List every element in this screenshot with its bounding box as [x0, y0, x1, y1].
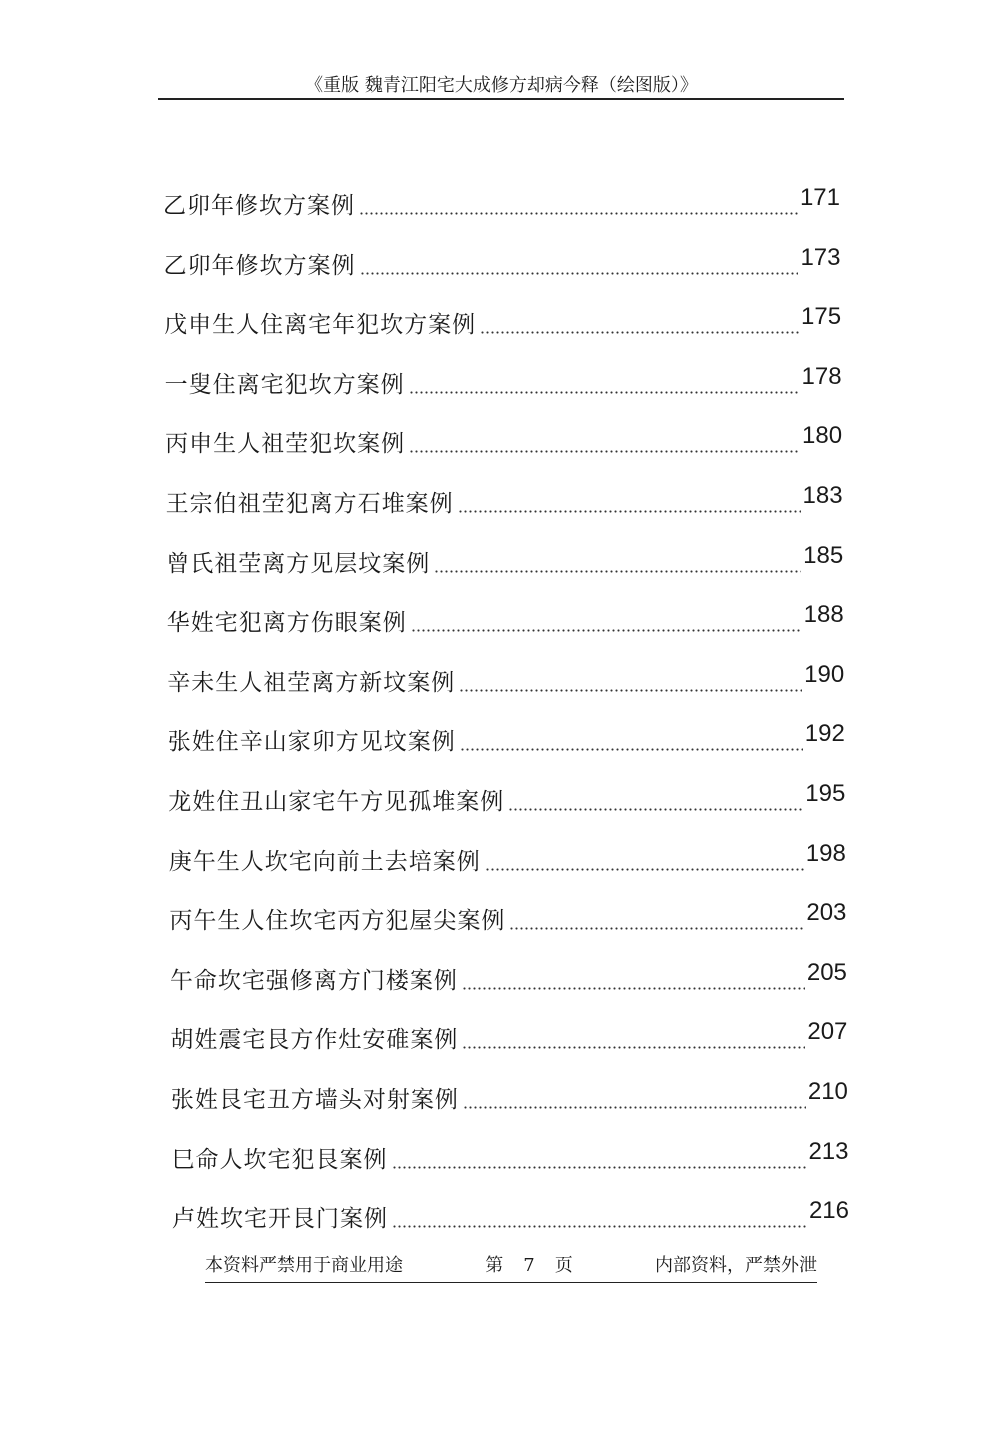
- toc-entry-page-number: 175: [801, 303, 842, 331]
- toc-entry-page-number: 188: [803, 601, 844, 629]
- toc-dot-leader: [411, 607, 802, 639]
- footer-notice-right: 内部资料，严禁外泄: [654, 1255, 817, 1276]
- toc-dot-leader: [485, 846, 804, 878]
- toc-entry-title: 一叟住离宅犯坎方案例: [164, 371, 405, 398]
- toc-entry-title: 庚午生人坎宅向前土去培案例: [168, 848, 481, 875]
- toc-entry-page-number: 183: [802, 482, 843, 509]
- toc-entry: [168, 778, 845, 818]
- toc-entry-page-number: 171: [799, 184, 840, 211]
- toc-entry-title: 乙卯年修坎方案例: [163, 252, 356, 279]
- toc-entry: [167, 599, 844, 639]
- toc-dot-leader: [462, 965, 805, 997]
- toc-dot-leader: [360, 250, 799, 282]
- running-header: 《重版 魏青江阳宅大成修方却病今释（绘图版）》: [305, 75, 698, 96]
- toc-dot-leader: [460, 726, 803, 758]
- toc-entry-page-number: 207: [807, 1018, 848, 1046]
- toc-entry-title: 曾氏祖茔离方见层坟案例: [166, 550, 431, 577]
- toc-entry-title: 乙卯年修坎方案例: [163, 193, 355, 219]
- toc-entry: [169, 838, 846, 878]
- toc-dot-leader: [462, 1024, 805, 1056]
- toc-entry-title: 张姓住辛山家卯方见坟案例: [167, 729, 456, 756]
- toc-entry: [172, 1195, 849, 1235]
- toc-entry-page-number: 210: [807, 1078, 848, 1105]
- footer-page-number: 7: [523, 1255, 535, 1276]
- toc-entry-page-number: 185: [803, 541, 844, 569]
- toc-entry-title: 巳命人坎宅犯艮案例: [171, 1146, 388, 1173]
- toc-entry: [172, 1136, 849, 1176]
- toc-entry-title: 戊申生人住离宅年犯坎方案例: [164, 312, 477, 339]
- toc-entry-page-number: 190: [804, 660, 845, 688]
- toc-dot-leader: [409, 369, 800, 401]
- toc-dot-leader: [434, 548, 801, 580]
- toc-entry-page-number: 180: [802, 422, 843, 450]
- toc-entry-page-number: 205: [806, 958, 847, 986]
- toc-entry-page-number: 192: [804, 720, 845, 748]
- toc-entry-title: 胡姓震宅艮方作灶安碓案例: [170, 1027, 459, 1054]
- toc-entry-page-number: 203: [806, 899, 847, 927]
- footer-page-suffix: 页: [554, 1255, 573, 1276]
- toc-entry-page-number: 178: [801, 362, 842, 390]
- toc-entry-title: 华姓宅犯离方伤眼案例: [166, 610, 407, 637]
- toc-dot-leader: [463, 1084, 806, 1116]
- toc-dot-leader: [392, 1144, 807, 1176]
- footer-page-prefix: 第: [485, 1255, 504, 1276]
- toc-dot-leader: [508, 786, 803, 818]
- toc-entry-title: 午命坎宅强修离方门楼案例: [169, 967, 458, 994]
- toc-entry: [165, 420, 842, 460]
- toc-entry-page-number: 198: [805, 839, 846, 867]
- footer-page-indicator: [485, 1252, 572, 1282]
- toc-dot-leader: [480, 309, 799, 341]
- toc-entry-title: 辛未生人祖茔离方新坟案例: [167, 669, 456, 696]
- toc-dot-leader: [458, 488, 801, 520]
- toc-entry: [171, 1076, 848, 1116]
- toc-dot-leader: [409, 428, 800, 460]
- toc-entry-title: 丙申生人祖茔犯坎案例: [165, 431, 406, 458]
- toc-entry: [165, 361, 842, 401]
- toc-entry: [167, 659, 844, 699]
- toc-entry-title: 龙姓住丑山家宅午方见孤堆案例: [168, 789, 505, 815]
- page-footer: [205, 1252, 817, 1283]
- toc-entry-title: 王宗伯祖茔犯离方石堆案例: [165, 491, 454, 517]
- toc-entry-title: 张姓艮宅丑方墙头对射案例: [170, 1087, 459, 1113]
- toc-entry-page-number: 213: [808, 1137, 849, 1165]
- toc-entry: [164, 301, 841, 341]
- toc-dot-leader: [459, 667, 802, 699]
- toc-entry: [169, 897, 846, 937]
- toc-entry: [166, 480, 843, 520]
- toc-entry-title: 丙午生人住坎宅丙方犯屋尖案例: [169, 908, 506, 935]
- toc-entry-title: 卢姓坎宅开艮门案例: [172, 1206, 388, 1233]
- toc-dot-leader: [509, 905, 804, 937]
- toc-entry-page-number: 195: [805, 780, 846, 807]
- toc-entry: [166, 540, 843, 580]
- toc-entry: [164, 242, 841, 282]
- footer-notice-left: 本资料严禁用于商业用途: [205, 1255, 403, 1276]
- toc-entry: [163, 182, 840, 222]
- toc-entry: [170, 1016, 847, 1056]
- toc-entry: [168, 718, 845, 758]
- toc-entry-page-number: 216: [808, 1197, 849, 1225]
- toc-entry-page-number: 173: [800, 243, 841, 271]
- toc-dot-leader: [392, 1203, 807, 1235]
- toc-entry: [170, 957, 847, 997]
- toc-dot-leader: [359, 190, 798, 222]
